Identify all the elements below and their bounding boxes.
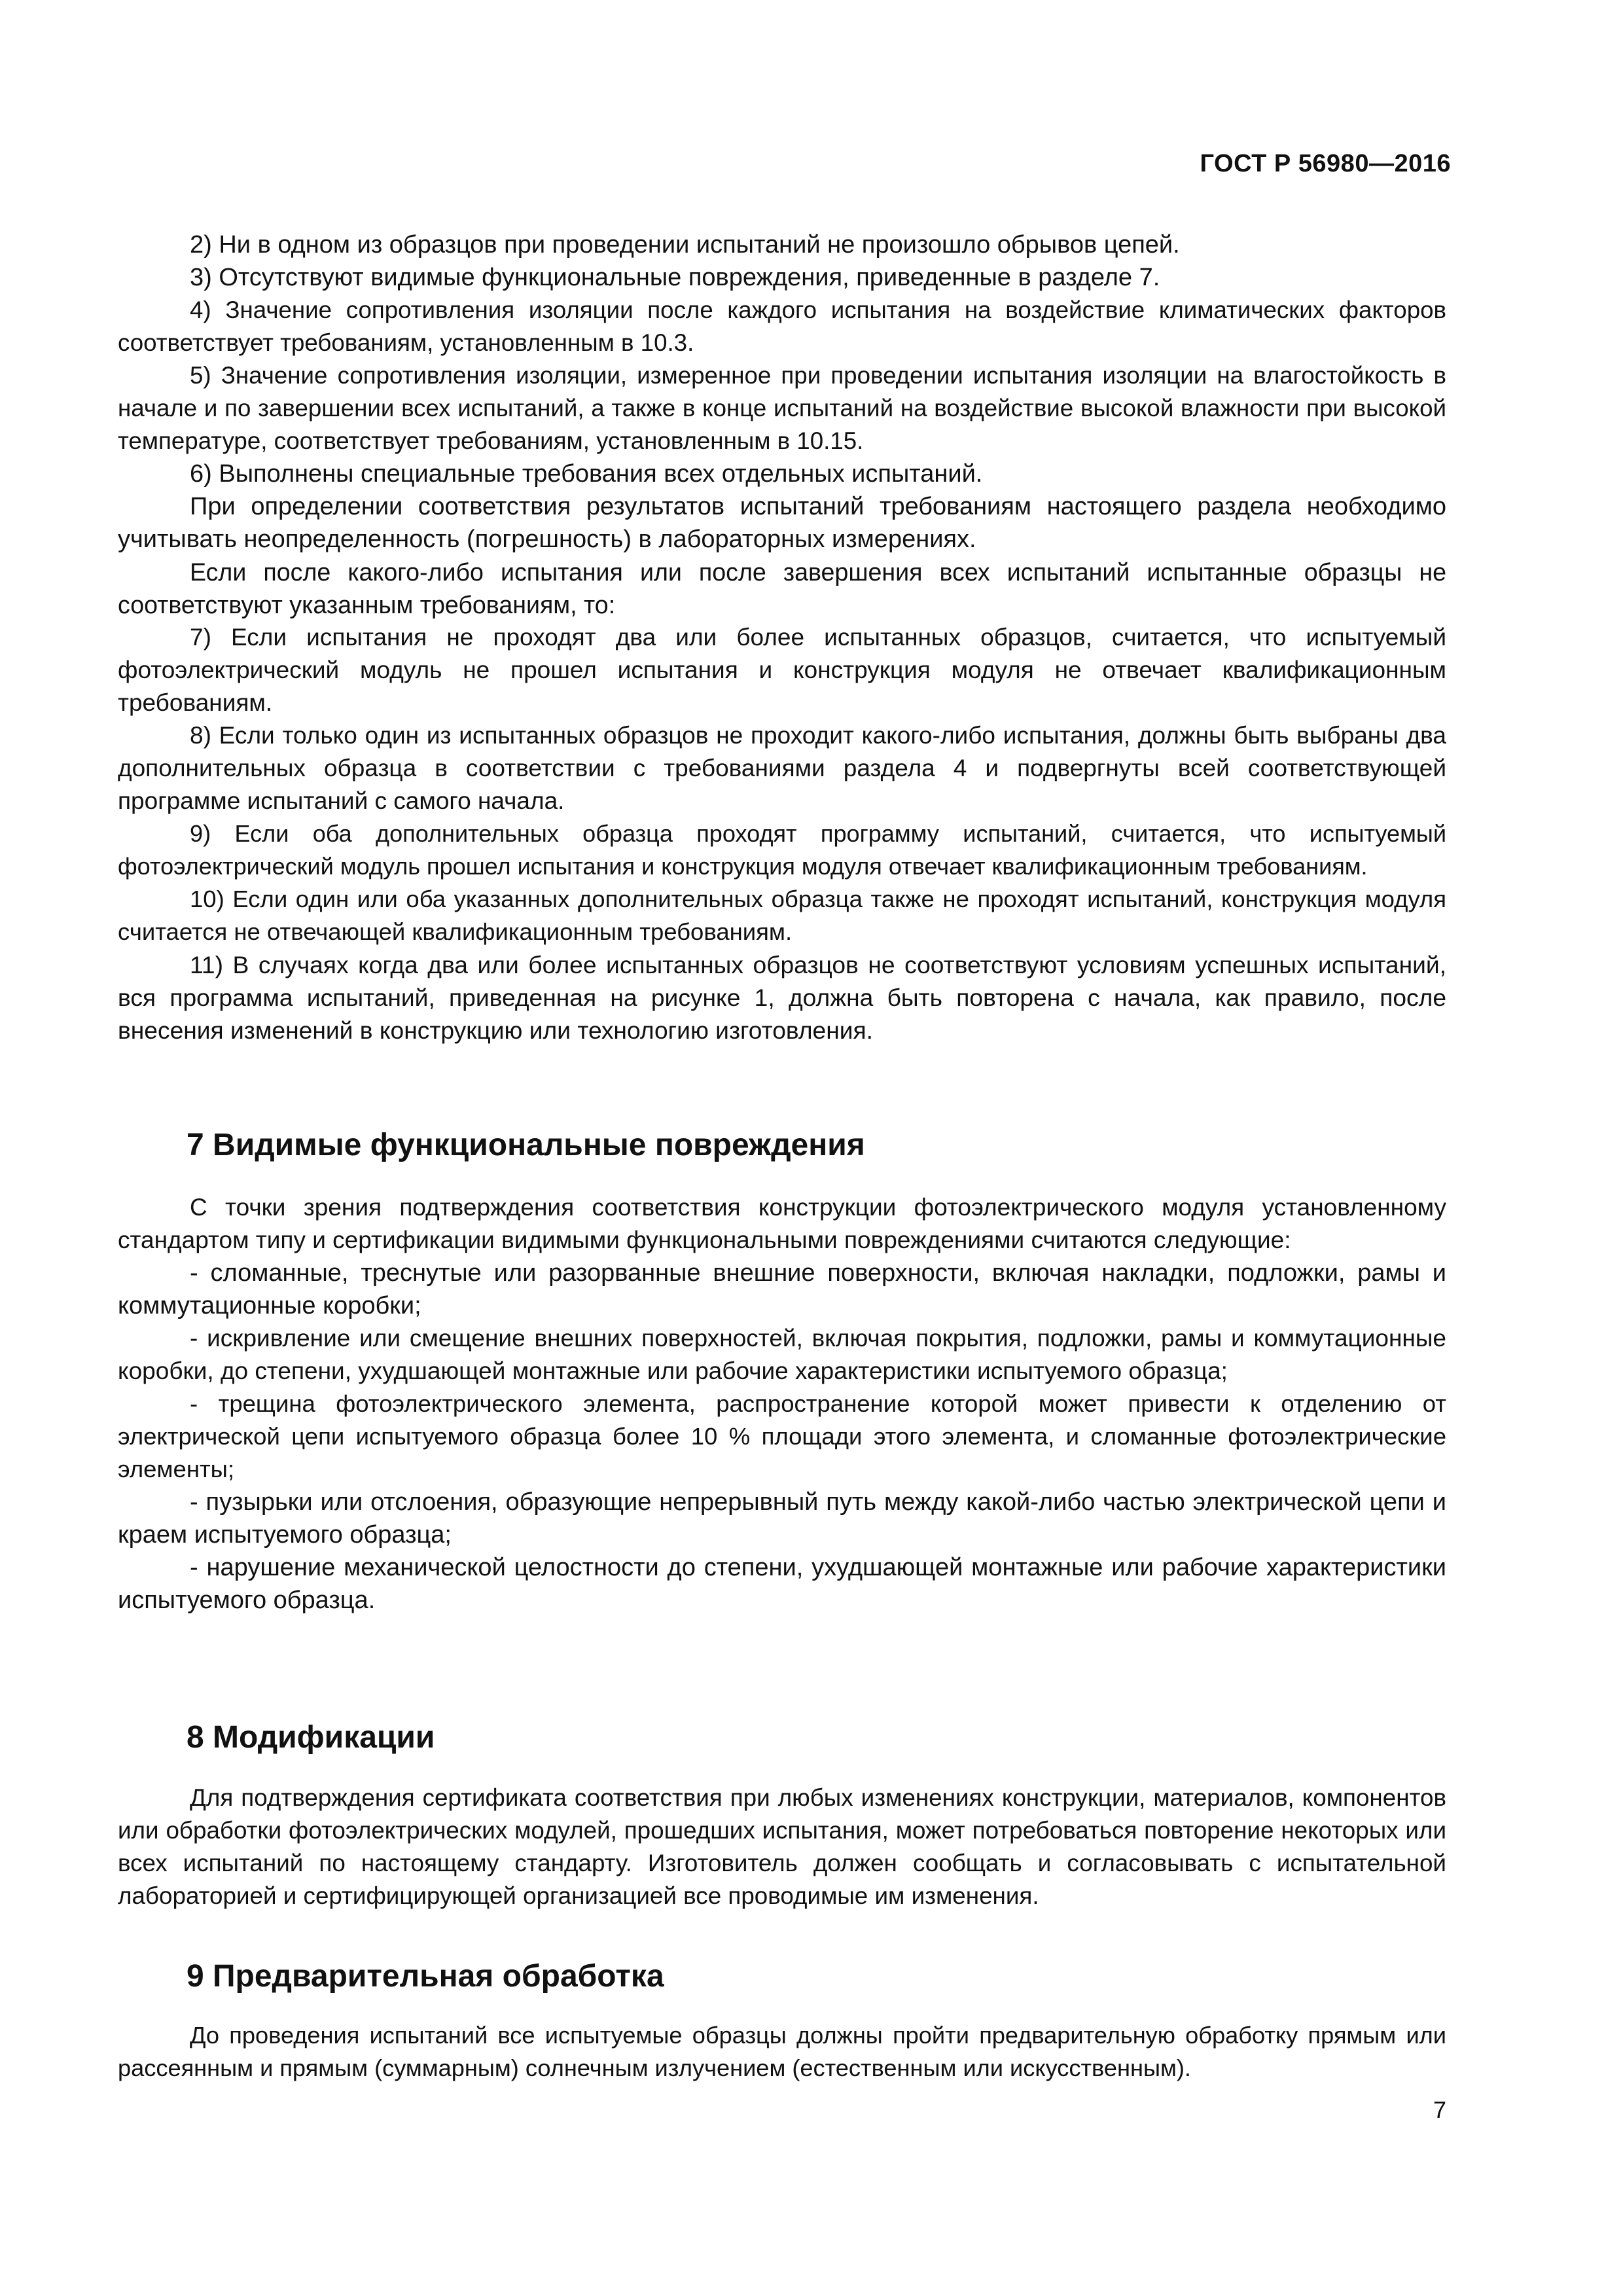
paragraph: 5) Значение сопротивления изоляции, измеренное при проведении испытания изоляции на влагостойкость в начале и по завершении всех испытаний, а также в конце испытаний на воздействие высокой влажности при высокой температуре, соответствует требованиям, установленным в 10.15.	[118, 362, 1446, 454]
section-7-heading: 7 Видимые функциональные повреждения	[187, 1128, 865, 1162]
paragraph: 6) Выполнены специальные требования всех отдельных испытаний.	[190, 460, 983, 488]
paragraph: 8) Если только один из испытанных образцов не проходит какого-либо испытания, должны быть выбраны два дополнительных образца в соответствии с требованиями раздела 4 и подвергнуты всей соответствующей программе испытаний с самого начала.	[118, 722, 1446, 814]
list-item: - пузырьки или отслоения, образующие непрерывный путь между какой-либо частью электрической цепи и краем испытуемого образца;	[118, 1488, 1446, 1549]
section-9-body	[118, 2019, 1446, 2085]
section-8-body	[118, 1782, 1446, 1912]
section-8-heading: 8 Модификации	[187, 1720, 435, 1755]
paragraph: Для подтверждения сертификата соответствия при любых изменениях конструкции, материалов, компонентов или обработки фотоэлектрических модулей, прошедших испытания, может потребоваться повторение некоторых или всех испытаний по настоящему стандарту. Изготовитель должен сообщать и согласовывать с испытательной лабораторией и сертифицирующей организацией все проводимые им изменения.	[118, 1784, 1446, 1909]
list-item: - трещина фотоэлектрического элемента, распространение которой может привести к отделению от электрической цепи испытуемого образца более 10 % площади этого элемента, и сломанные фотоэлектрические элементы;	[118, 1390, 1446, 1482]
paragraph: Если после какого-либо испытания или после завершения всех испытаний испытанные образцы не соответствуют указанным требованиям, то:	[118, 558, 1446, 619]
document-id: ГОСТ Р 56980—2016	[1200, 150, 1451, 177]
paragraph: 3) Отсутствуют видимые функциональные повреждения, приведенные в разделе 7.	[190, 264, 1160, 291]
paragraph: 9) Если оба дополнительных образца проходят программу испытаний, считается, что испытуемый фотоэлектрический модуль прошел испытания и конструкция модуля отвечает квалификационным требованиям.	[118, 820, 1446, 880]
paragraph: 4) Значение сопротивления изоляции после каждого испытания на воздействие климатических факторов соответствует требованиям, установленным в 10.3.	[118, 296, 1446, 356]
section-7-body	[118, 1191, 1446, 1617]
paragraph: При определении соответствия результатов испытаний требованиям настоящего раздела необходимо учитывать неопределенность (погрешность) в лабораторных измерениях.	[118, 493, 1446, 553]
paragraph: 2) Ни в одном из образцов при проведении испытаний не произошло обрывов цепей.	[190, 231, 1180, 259]
paragraph: 10) Если один или оба указанных дополнительных образца также не проходят испытаний, конструкция модуля считается не отвечающей квалификационным требованиям.	[118, 886, 1446, 945]
paragraph: 11) В случаях когда два или более испытанных образцов не соответствуют условиям успешных испытаний, вся программа испытаний, приведенная на рисунке 1, должна быть повторена с начала, как правило, после внесения изменений в конструкцию или технологию изготовления.	[118, 951, 1446, 1044]
list-item: - нарушение механической целостности до степени, ухудшающей монтажные или рабочие характеристики испытуемого образца.	[118, 1554, 1446, 1614]
paragraph: С точки зрения подтверждения соответствия конструкции фотоэлектрического модуля установленному стандартом типу и сертификации видимыми функциональными повреждениями считаются следующие:	[118, 1194, 1446, 1253]
section-9-heading: 9 Предварительная обработка	[187, 1959, 664, 1994]
list-item: - искривление или смещение внешних поверхностей, включая покрытия, подложки, рамы и коммутационные коробки, до степени, ухудшающей монтажные или рабочие характеристики испытуемого образца;	[118, 1325, 1446, 1384]
list-item: - сломанные, треснутые или разорванные внешние поверхности, включая накладки, подложки, рамы и коммутационные коробки;	[118, 1259, 1446, 1319]
paragraph: 7) Если испытания не проходят два или более испытанных образцов, считается, что испытуемый фотоэлектрический модуль не прошел испытания и конструкция модуля не отвечает квалификационным требованиям.	[118, 624, 1446, 716]
paragraph: До проведения испытаний все испытуемые образцы должны пройти предварительную обработку прямым или рассеянным и прямым (суммарным) солнечным излучением (естественным или искусственным).	[118, 2022, 1446, 2081]
page-number: 7	[1433, 2096, 1446, 2123]
intro-block	[118, 228, 1446, 1047]
